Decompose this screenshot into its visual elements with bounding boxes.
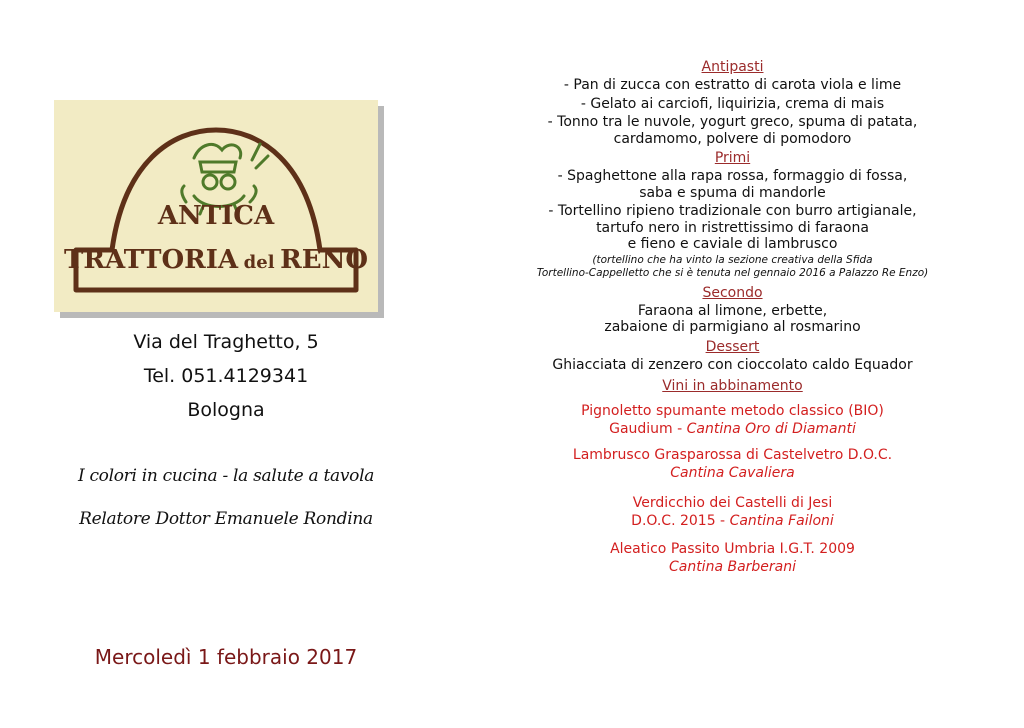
logo-line2: TRATTORIA del RENO xyxy=(64,245,368,275)
address-line: Via del Traghetto, 5 xyxy=(133,331,319,353)
wine-name: Aleatico Passito Umbria I.G.T. 2009 xyxy=(610,541,855,557)
logo-graphic xyxy=(54,100,378,312)
event-speaker: Relatore Dottor Emanuele Rondina xyxy=(79,509,373,529)
event-date: Mercoledì 1 febbraio 2017 xyxy=(94,645,358,669)
city-line: Bologna xyxy=(187,399,265,421)
section-title-dessert: Dessert xyxy=(705,338,760,355)
wine-name: Verdicchio dei Castelli di Jesi xyxy=(632,495,833,511)
logo-line1: ANTICA xyxy=(157,201,275,231)
menu-item: - Pan di zucca con estratto di carota viola e lime xyxy=(563,77,902,93)
menu-item: - Spaghettone alla rapa rossa, formaggio di fossa, xyxy=(557,168,908,184)
wine-cantina: Cantina Barberani xyxy=(668,559,797,575)
menu-item: - Gelato ai carciofi, liquirizia, crema di mais xyxy=(580,95,885,112)
menu-item: cardamomo, polvere di pomodoro xyxy=(613,130,852,147)
wine-entry xyxy=(470,446,995,482)
wine-entry xyxy=(470,494,995,530)
menu-item: zabaione di parmigiano al rosmarino xyxy=(604,319,861,335)
wine-name: Pignoletto spumante metodo classico (BIO) xyxy=(581,403,884,419)
menu-item: saba e spuma di mandorle xyxy=(639,184,826,201)
wine-cantina: Cantina Failoni xyxy=(729,513,834,529)
menu xyxy=(470,58,995,576)
section-title-primi: Primi xyxy=(714,150,751,166)
wine-entry xyxy=(470,402,995,438)
menu-item: Faraona al limone, erbette, xyxy=(637,302,828,319)
menu-item: e fieno e caviale di lambrusco xyxy=(627,236,838,252)
wine-entry xyxy=(470,540,995,576)
menu-note xyxy=(470,254,995,280)
menu-item: - Tonno tra le nuvole, yogurt greco, spuma di patata, xyxy=(547,114,918,130)
section-title-antipasti: Antipasti xyxy=(701,59,764,75)
menu-item: - Tortellino ripieno tradizionale con burro artigianale, xyxy=(548,203,917,219)
wine-cantina: Cantina Oro di Diamanti xyxy=(686,421,856,437)
section-title-secondo: Secondo xyxy=(702,284,763,301)
wine-producer-line: D.O.C. 2015 - Cantina Failoni xyxy=(631,513,834,529)
event-theme: I colori in cucina - la salute a tavola xyxy=(77,466,375,486)
wine-cantina: Cantina Cavaliera xyxy=(670,465,795,481)
phone-line: Tel. 051.4129341 xyxy=(143,365,309,387)
menu-item: tartufo nero in ristrettissimo di faraona xyxy=(596,219,869,236)
wine-producer-line xyxy=(470,558,995,576)
restaurant-logo xyxy=(54,100,378,312)
menu-note-line: Tortellino-Cappelletto che si è tenuta nel gennaio 2016 a Palazzo Re Enzo) xyxy=(536,266,929,279)
section-title-vini: Vini in abbinamento xyxy=(662,378,803,394)
wine-name: Lambrusco Grasparossa di Castelvetro D.O.C. xyxy=(572,447,893,463)
wine-producer-line: Gaudium - Cantina Oro di Diamanti xyxy=(609,421,856,437)
menu-item: Ghiacciata di zenzero con cioccolato caldo Equador xyxy=(552,356,913,373)
wine-producer-line xyxy=(470,464,995,482)
menu-note-line: (tortellino che ha vinto la sezione creativa della Sfida xyxy=(592,253,873,266)
